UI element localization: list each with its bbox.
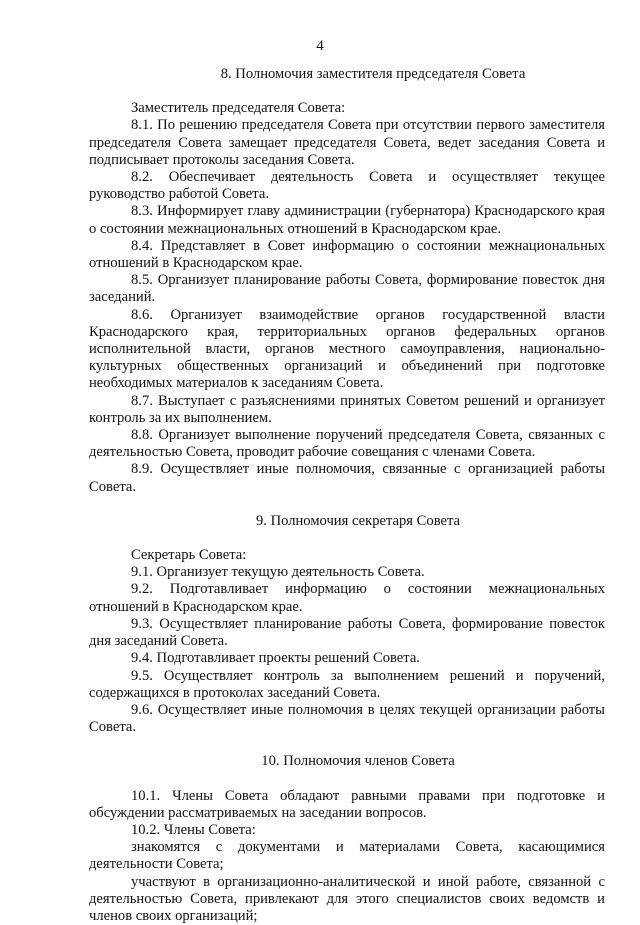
section-heading-8: 8. Полномочия заместителя председателя Совета xyxy=(220,66,526,82)
paragraph-9-6: 9.6. Осуществляет иные полномочия в целях текущей организации работы Совета. xyxy=(89,701,605,736)
paragraph-9-3: 9.3. Осуществляет планирование работы Совета, формирование повесток дня заседаний Совета. xyxy=(89,615,605,650)
paragraph-10-1: 10.1. Члены Совета обладают равными правами при подготовке и обсуждении рассматриваемых на заседании вопросов. xyxy=(89,787,605,821)
section-intro-8: Заместитель председателя Совета: xyxy=(131,100,346,117)
paragraph-10-2-item-1: знакомятся с документами и материалами Совета, касающимися деятельности Совета; xyxy=(89,839,605,873)
paragraph-10-2: 10.2. Члены Совета: xyxy=(131,821,256,838)
paragraph-8-1: 8.1. По решению председателя Совета при отсутствии первого заместителя председателя Совета замещает председателя Совета, ведет заседания Совета и подписывает протоколы заседания Совета. xyxy=(89,117,605,168)
paragraph-10-2-item-2: участвуют в организационно-аналитической и иной работе, связанной с деятельностью Совета, привлекают для этого специалистов своих ведомств и членов своих организаций; xyxy=(89,873,605,924)
section-intro-9: Секретарь Совета: xyxy=(131,547,247,564)
paragraph-8-3: 8.3. Информирует главу администрации (губернатора) Краснодарского края о состоянии межнациональных отношений в Краснодарском крае. xyxy=(89,203,605,237)
document-body xyxy=(89,66,605,925)
section-heading-9: 9. Полномочия секретаря Совета xyxy=(255,512,461,529)
paragraph-8-6: 8.6. Организует взаимодействие органов государственной власти Краснодарского края, территориальных органов федеральных органов исполнительной власти, органов местного самоуправления, национально-культурных общественных организаций и объединений при подготовке необходимых материалов к заседаниям Совета. xyxy=(89,306,605,392)
paragraph-8-8: 8.8. Организует выполнение поручений председателя Совета, связанных с деятельностью Совета, проводит рабочие совещания с членами Совета. xyxy=(89,427,605,461)
paragraph-8-9: 8.9. Осуществляет иные полномочия, связанные с организацией работы Совета. xyxy=(89,461,605,495)
paragraph-9-2: 9.2. Подготавливает информацию о состоянии межнациональных отношений в Краснодарском крае. xyxy=(89,581,605,615)
paragraph-8-2: 8.2. Обеспечивает деятельность Совета и осуществляет текущее руководство работой Совета. xyxy=(89,169,605,203)
paragraph-8-4: 8.4. Представляет в Совет информацию о состоянии межнациональных отношений в Краснодарском крае. xyxy=(89,237,605,272)
paragraph-8-7: 8.7. Выступает с разъяснениями принятых Советом решений и организует контроль за их выполнением. xyxy=(89,392,605,426)
page-number: 4 xyxy=(316,38,324,54)
paragraph-8-5: 8.5. Организует планирование работы Совета, формирование повесток дня заседаний. xyxy=(89,272,605,306)
paragraph-9-1: 9.1. Организует текущую деятельность Совета. xyxy=(131,564,425,581)
section-heading-10: 10. Полномочия членов Совета xyxy=(261,753,455,770)
paragraph-9-4: 9.4. Подготавливает проекты решений Совета. xyxy=(131,650,420,667)
paragraph-9-5: 9.5. Осуществляет контроль за выполнением решений и поручений, содержащихся в протоколах заседаний Совета. xyxy=(89,667,605,701)
